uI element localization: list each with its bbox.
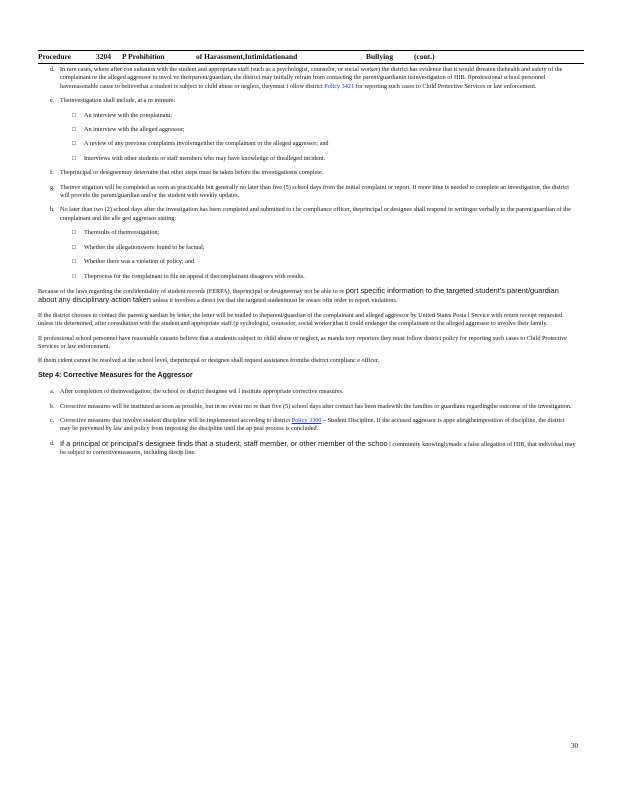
list-item-e [38,97,576,105]
bullet-text: Whether there was a violation of policy; and [84,258,195,266]
item-text: Corrective measures will be instituted as soon as possible, but in no event mo re than five (5) school days after contact has been madewith the families or guardians regardingthe outcome of the investigation. [60,402,572,410]
bullet-text: A review of any previous complaints involvingeither the complainant or the alleged aggressor; and [84,140,329,148]
bullet-item [38,258,576,266]
paragraph-text: unless it involves a direct ive that the targeted studentmust be aware ofin order to report violations. [152,297,398,305]
item-text: After completion of theinvestigation, the school or district designee wil l institute appropriate corrective measures. [60,388,344,396]
list-marker: a. [50,388,55,396]
bullet-item [38,112,576,120]
list-marker: b. [50,402,55,410]
bullet-text: Theresults of theinvestigation; [84,229,160,237]
mail-paragraph [38,312,576,329]
bullet-text: Interviews with other students or staff members who may have knowledge of thealleged incident. [84,154,326,162]
list-item-a [38,388,576,396]
paragraph-text: If thein cident cannot be resolved at the school level, theprincipal or designee shall request assistance fromthe district complianc e officer. [38,357,380,365]
checkbox-bullet-icon: □ [72,243,76,251]
list-marker: d. [50,66,55,73]
document-body [38,66,576,464]
policy-3300-link[interactable]: Policy 3300 [291,416,322,424]
abuse-paragraph [38,335,576,352]
bullet-item [38,244,576,252]
list-marker: g. [50,183,55,191]
list-marker: e. [50,97,55,105]
procedure-header [38,50,584,64]
procedure-number: 3204 [96,52,111,61]
item-text: No later than two (2) school days after the investigation has been completed and submitted to t he compliance officer, theprincipal or designee shall respond in writingor verbally to the parent/guardian of the complainant and the alle ged aggressor stating: [60,206,571,222]
checkbox-bullet-icon: □ [72,258,76,266]
list-item-c [38,417,576,434]
step-4-heading: Step 4: Corrective Measures for the Aggressor [38,371,193,379]
procedure-title-part3: Bullying [366,52,394,61]
list-item-f [38,169,576,177]
item-text: for reporting such cases to Child Protective Services or law enforcement. [355,82,537,90]
item-text: – Student Discipline. If the accused aggressor is appe alingtheimposition of discipline, the district may be prevented by law and policy from imposing the discipline until the ap peal process is concluded. [60,416,565,433]
list-item-d2 [38,440,576,458]
list-marker: f. [50,169,54,177]
paragraph-text: If the district chooses to contact the parent/g uardian by letter, the letter will be mailed to theparent/guardian of the complainant and alleged aggressor by United States Posta l Service with return receipt requested unless itis determined, after consultation with the student and appropriate staff (p sychologist, counselor, social worker)that it could endanger the complainant or the alleged aggressor to involve their family. [38,311,563,328]
page-number: 30 [571,742,578,750]
checkbox-bullet-icon: □ [72,126,76,134]
list-item-g [38,184,576,201]
bullet-text: Whether the allegationswere found to be factual; [84,243,205,251]
list-marker: d. [50,439,55,447]
procedure-title-part2: of Harassment,Intimidationand [196,52,298,61]
list-item-b [38,403,576,411]
bullet-item [38,155,576,163]
procedure-label: Procedure [38,52,72,61]
bullet-item [38,229,576,237]
checkbox-bullet-icon: □ [72,272,76,280]
resolve-paragraph [38,357,576,365]
bullet-item [38,140,576,148]
paragraph-emphasis-text: port specific information to the targeted student’s parent/guardian about any disciplinary action taken [38,285,559,305]
item-text: In rare cases, where after con sultation with the student and appropriate staff (such as a psychologist, counselor, or social worker) the district has evidence that it would threaten thehealth and safety of the complainant or the alleged aggressor to invol ve theirparent/guardian, the district may initially refrain from contacting the parent/guardianin itsinvestigation of HIB. Ifprofessional school personnel havereasonable cause to believethat a student is subject to child abuse or neglect, theymust f ollow district [60,66,563,90]
ferpa-paragraph [38,287,576,306]
list-marker: h. [50,206,55,214]
item-text: Corrective measures that involve student discipline will be implemented according to district [60,416,291,424]
procedure-title-part4: (cont.) [414,52,435,61]
paragraph-text: Because of the laws regarding the confidentiality of student records (FERPA), theprincipal or designeemay not be able to re [38,287,345,295]
item-text: Theinve stigation will be completed as soon as practicable but generally no later than five (5) school days from the initial complaint or report. If more time is needed to complete an investigation, the district will provide the parent/guardian and/or the student with weekly updates. [60,183,569,200]
checkbox-bullet-icon: □ [72,154,76,162]
list-marker: c. [50,416,55,424]
bullet-text: An interview with the alleged aggressor; [84,126,185,134]
checkbox-bullet-icon: □ [72,111,76,119]
item-emphasis-text: If a principal or principal’s designee finds that a student, staff member, or other member of the schoo [60,438,388,448]
item-text: l community knowinglymade a false allegation of HIB, that individual may be subject to correctivemeasures, including discip line. [60,440,576,457]
checkbox-bullet-icon: □ [72,229,76,237]
item-text: Theprincipal or designeemay determine that other steps must be taken before the investigationis complete. [60,169,324,177]
bullet-text: Theprocess for the complainant to file an appeal if thecomplainant disagrees with results. [84,272,305,280]
checkbox-bullet-icon: □ [72,140,76,148]
policy-3421-link[interactable]: Policy 3421 [324,82,355,90]
list-item-d [38,66,576,91]
bullet-item [38,126,576,134]
list-item-h [38,206,576,223]
bullet-text: An interview with the complainant; [84,111,172,119]
paragraph-text: If professional school personnel have reasonable causeto believe that a studentis subject to child abuse or neglect, as manda tory reporters they must follow district policy for reporting such cases to Child Protective Services or law enforcement. [38,334,568,350]
item-text: Theinvestigation shall include, at a m inimum: [60,97,176,105]
bullet-item [38,273,576,281]
procedure-title-part1: P Prohibition [122,52,165,61]
